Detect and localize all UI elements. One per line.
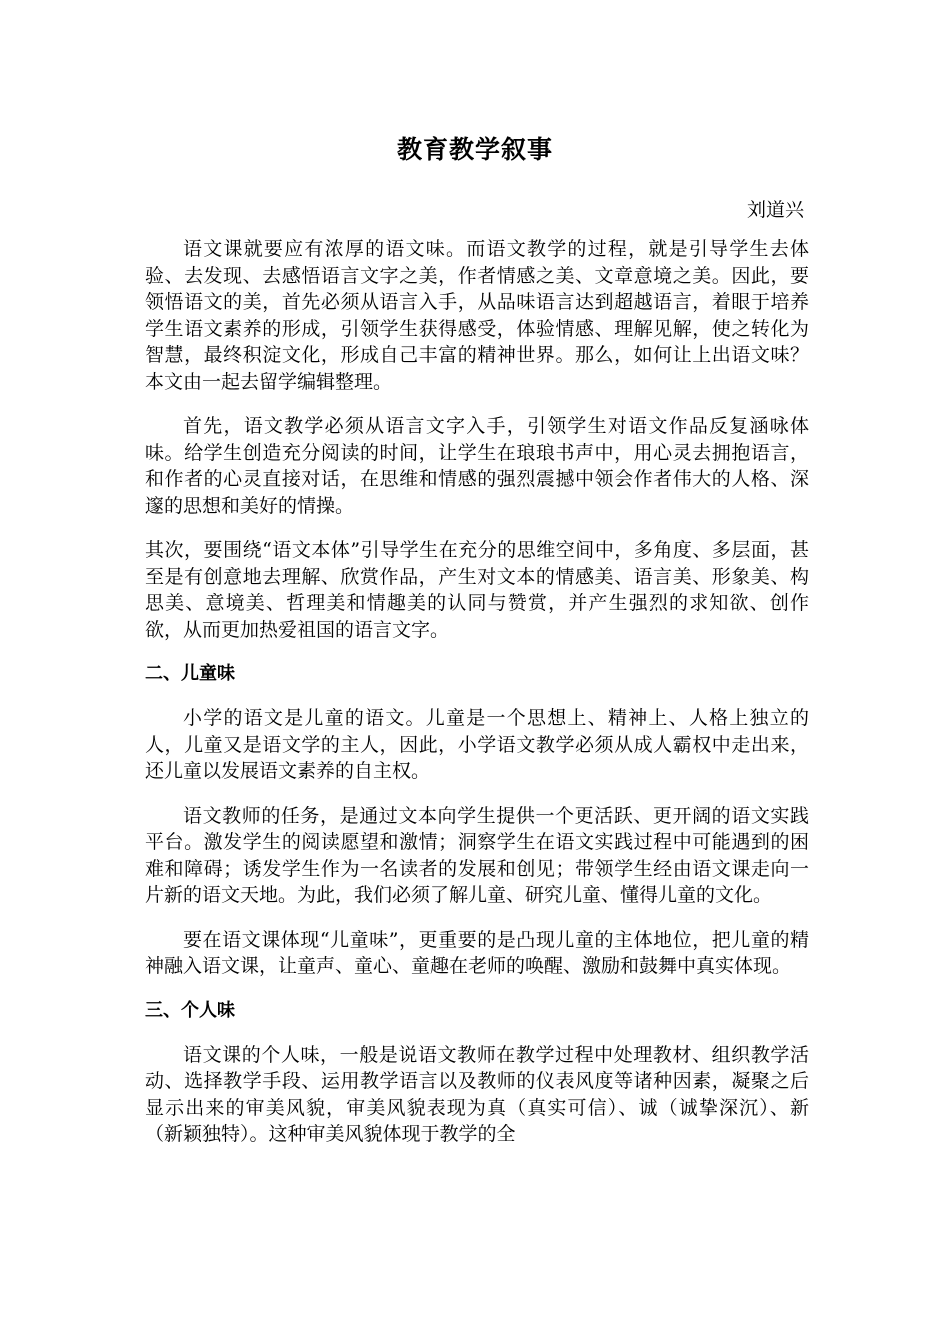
paragraph-intro: 语文课就要应有浓厚的语文味。而语文教学的过程，就是引导学生去体验、去发现、去感悟语言文字之美，作者情感之美、文章意境之美。因此，要领悟语文的美，首先必须从语言入手，从品味语言达到超越语言，着眼于培养学生语文素养的形成，引领学生获得感受，体验情感、理解见解，使之转化为智慧，最终积淀文化，形成自己丰富的精神世界。那么，如何让上出语文味？本文由一起去留学编辑整理。	[145, 238, 809, 393]
paragraph-personal-1: 语文课的个人味，一般是说语文教师在教学过程中处理教材、组织教学活动、选择教学手段、运用教学语言以及教师的仪表风度等诸种因素，凝聚之后显示出来的审美风貌，审美风貌表现为真（真实可信）、诚（诚挚深沉）、新（新颖独特）。这种审美风貌体现于教学的全	[145, 1043, 809, 1145]
paragraph-children-1: 小学的语文是儿童的语文。儿童是一个思想上、精神上、人格上独立的人，儿童又是语文学的主人，因此，小学语文教学必须从成人霸权中走出来，还儿童以发展语文素养的自主权。	[145, 707, 809, 782]
paragraph-second: 其次，要围绕“语文本体”引导学生在充分的思维空间中，多角度、多层面，甚至是有创意地去理解、欣赏作品，产生对文本的情感美、语言美、形象美、构思美、意境美、哲理美和情趣美的认同与赞赏，并产生强烈的求知欲、创作欲，从而更加热爱祖国的语言文字。	[145, 539, 809, 641]
section-heading-personal: 三、个人味	[145, 999, 235, 1021]
paragraph-children-3: 要在语文课体现“儿童味”，更重要的是凸现儿童的主体地位，把儿童的精神融入语文课，让童声、童心、童趣在老师的唤醒、激励和鼓舞中真实体现。	[145, 928, 809, 977]
author-name: 刘道兴	[746, 199, 804, 221]
section-heading-children: 二、儿童味	[145, 663, 235, 684]
paragraph-first: 首先，语文教学必须从语言文字入手，引领学生对语文作品反复涵咏体味。给学生创造充分阅读的时间，让学生在琅琅书声中，用心灵去拥抱语言，和作者的心灵直接对话，在思维和情感的强烈震撼中领会作者伟大的人格、深邃的思想和美好的情操。	[145, 415, 809, 517]
document-body	[145, 236, 809, 1166]
document-title: 教育教学叙事	[396, 135, 553, 164]
paragraph-children-2: 语文教师的任务，是通过文本向学生提供一个更活跃、更开阔的语文实践平台。激发学生的阅读愿望和激情；洞察学生在语文实践过程中可能遇到的困难和障碍；诱发学生作为一名读者的发展和创见；带领学生经由语文课走向一片新的语文天地。为此，我们必须了解儿童、研究儿童、懂得儿童的文化。	[145, 804, 809, 906]
